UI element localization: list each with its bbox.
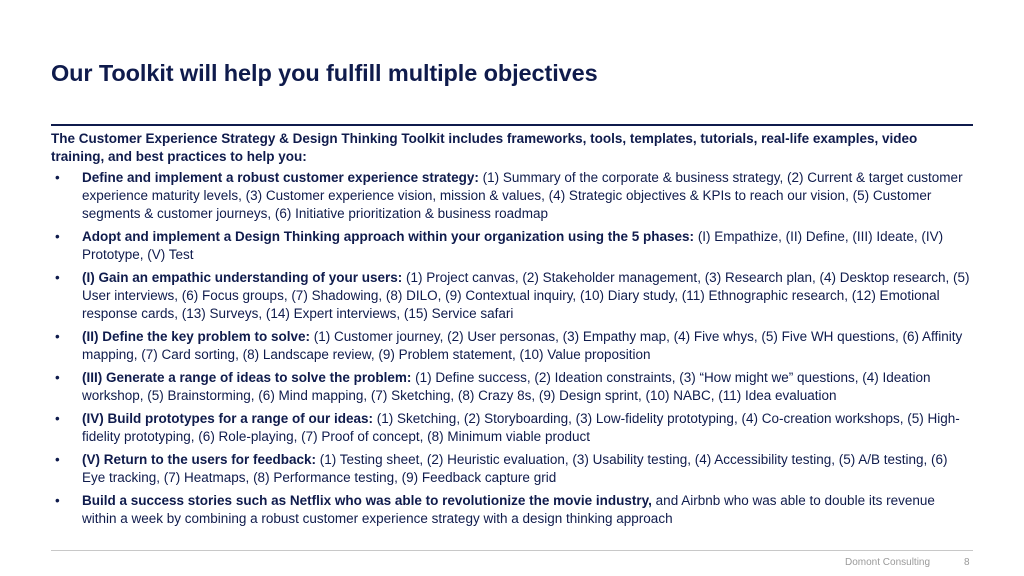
bullet-heading: Define and implement a robust customer experience strategy: (82, 170, 479, 185)
bullet-heading: Adopt and implement a Design Thinking approach within your organization using the 5 phases: (82, 229, 695, 244)
bullet-icon: • (55, 370, 60, 385)
title-divider (51, 124, 973, 126)
page-number: 8 (964, 557, 970, 568)
slide-title: Our Toolkit will help you fulfill multiple objectives (51, 60, 598, 86)
bullet-body: and Airbnb who was able to double its revenue within a week by combining a robust customer experience strategy with a design thinking approach (82, 493, 935, 526)
bullet-icon: • (55, 493, 60, 508)
bullet-item (51, 369, 973, 405)
bullet-item (51, 169, 973, 223)
bullet-item (51, 451, 973, 487)
bullet-heading: (V) Return to the users for feedback: (82, 452, 317, 467)
bullet-body: (1) Testing sheet, (2) Heuristic evaluation, (3) Usability testing, (4) Accessibility testing, (5) A/B testing, (6) Eye tracking, (7) Heatmaps, (8) Performance testing, (9) Feedback capture grid (82, 452, 948, 485)
slide-content (51, 130, 973, 533)
bullet-body: (1) Summary of the corporate & business strategy, (2) Current & target customer experience maturity levels, (3) Customer experience vision, mission & values, (4) Strategic objectives & KPIs to reach our vision, (5) Customer segments & customer journeys, (6) Initiative prioritization & business roadmap (82, 170, 963, 221)
intro-text: The Customer Experience Strategy & Design Thinking Toolkit includes frameworks, tools, templates, tutorials, real-life examples, video training, and best practices to help you: (51, 131, 918, 164)
bullet-icon: • (55, 329, 60, 344)
bullet-item (51, 328, 973, 364)
bullet-item (51, 269, 973, 323)
bullet-body: (1) Customer journey, (2) User personas, (3) Empathy map, (4) Five whys, (5) Five WH questions, (6) Affinity mapping, (7) Card sorting, (8) Landscape review, (9) Problem statement, (10) Value proposition (82, 329, 963, 362)
bullet-heading: (IV) Build prototypes for a range of our ideas: (82, 411, 374, 426)
bullet-body: (1) Define success, (2) Ideation constraints, (3) “How might we” questions, (4) Ideation workshop, (5) Brainstorming, (6) Mind mapping, (7) Sketching, (8) Crazy 8s, (9) Design sprint, (10) NABC, (11) Idea evaluation (82, 370, 931, 403)
bullet-icon: • (55, 270, 60, 285)
bullet-item (51, 228, 973, 264)
bullet-item (51, 410, 973, 446)
bullet-list (51, 169, 973, 528)
bullet-icon: • (55, 229, 60, 244)
footer-divider (51, 550, 973, 551)
bullet-body: (1) Project canvas, (2) Stakeholder management, (3) Research plan, (4) Desktop research, (5) User interviews, (6) Focus groups, (7) Shadowing, (8) DILO, (9) Contextual inquiry, (10) Diary study, (11) Ethnographic research, (12) Emotional response cards, (13) Surveys, (14) Expert interviews, (15) Service safari (82, 270, 970, 321)
bullet-heading: (II) Define the key problem to solve: (82, 329, 311, 344)
bullet-heading: (I) Gain an empathic understanding of your users: (82, 270, 403, 285)
bullet-item (51, 492, 973, 528)
bullet-heading: Build a success stories such as Netflix who was able to revolutionize the movie industry, (82, 493, 652, 508)
bullet-body: (1) Sketching, (2) Storyboarding, (3) Low-fidelity prototyping, (4) Co-creation workshops, (5) High-fidelity prototyping, (6) Role-playing, (7) Proof of concept, (8) Minimum viable product (82, 411, 960, 444)
footer-company-name: Domont Consulting (845, 557, 931, 568)
bullet-icon: • (55, 411, 60, 426)
bullet-icon: • (55, 452, 60, 467)
bullet-heading: (III) Generate a range of ideas to solve the problem: (82, 370, 412, 385)
bullet-body: (I) Empathize, (II) Define, (III) Ideate, (IV) Prototype, (V) Test (82, 229, 944, 262)
bullet-icon: • (55, 170, 60, 185)
